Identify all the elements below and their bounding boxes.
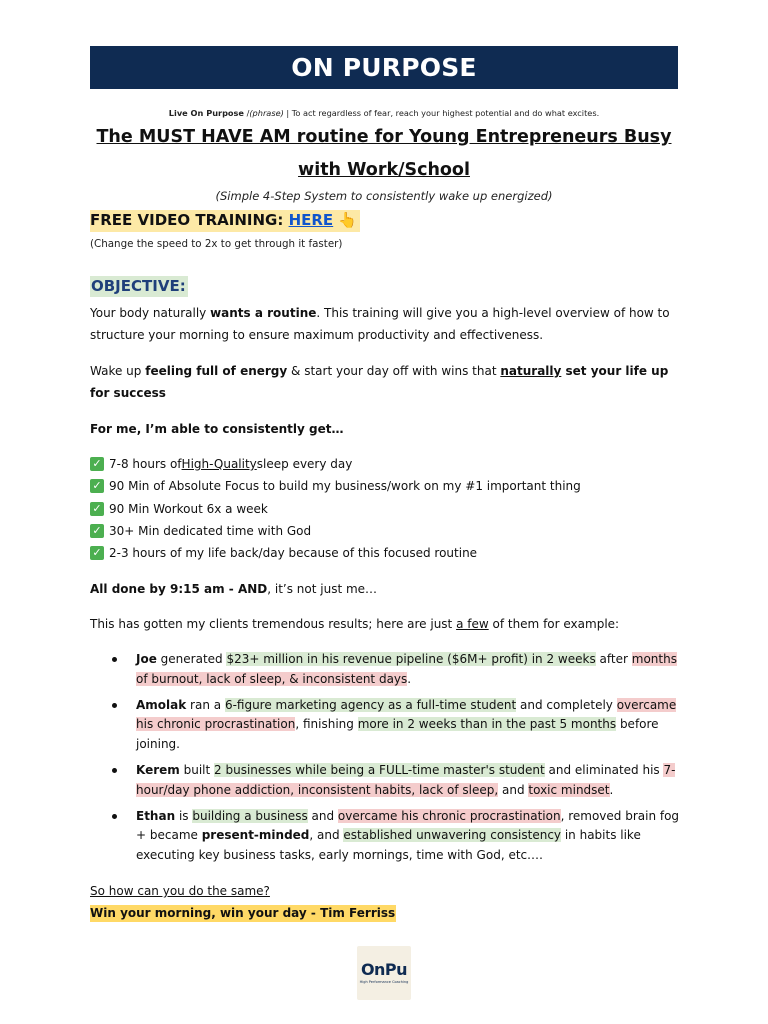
page-title: The MUST HAVE AM routine for Young Entrepreneurs Busy with Work/School <box>96 127 672 180</box>
training-link[interactable]: HERE <box>288 211 334 229</box>
checklist-item: ✓ 90 Min Workout 6x a week <box>90 498 680 520</box>
checklist-item: ✓ 90 Min of Absolute Focus to build my business/work on my #1 important thing <box>90 475 680 497</box>
checklist-item: ✓ 2-3 hours of my life back/day because of this focused routine <box>90 542 680 564</box>
definition-line: Live On Purpose /(phrase) | To act regardless of fear, reach your highest potential and do what excites. <box>168 108 600 118</box>
definition-pos: (phrase) <box>249 108 284 118</box>
tim-ferriss-quote: Win your morning, win your day - Tim Ferriss <box>90 906 396 920</box>
checkmark-icon: ✓ <box>90 502 104 516</box>
definition-term: Live On Purpose <box>168 108 244 118</box>
video-training-callout <box>90 210 360 232</box>
checklist-item: ✓ 30+ Min dedicated time with God <box>90 520 680 542</box>
client-item-amolak: Amolak ran a 6-figure marketing agency as a full-time student and completely overcame his chronic procrastination, finishing more in 2 weeks than in the past 5 months before joining. <box>110 696 680 755</box>
client-item-kerem: Kerem built 2 businesses while being a FULL-time master's student and eliminated his 7-hour/day phone addiction, inconsistent habits, lack of sleep, and toxic mindset. <box>110 761 680 801</box>
pointing-hand-icon: 👆 <box>338 211 358 229</box>
page-subtitle: (Simple 4-Step System to consistently wake up energized) <box>215 189 553 203</box>
objective-heading: OBJECTIVE: <box>91 277 186 295</box>
checkmark-icon: ✓ <box>90 457 104 471</box>
client-results-list <box>110 650 680 872</box>
bullet-icon <box>112 768 117 773</box>
banner-title: ON PURPOSE <box>90 46 678 89</box>
checkmark-icon: ✓ <box>90 524 104 538</box>
logo-mark: OnPu <box>360 960 408 979</box>
onpu-logo <box>357 946 411 1000</box>
checkmark-icon: ✓ <box>90 479 104 493</box>
objective-paragraph-2: Wake up feeling full of energy & start your day off with wins that naturally set your life up for success <box>90 364 669 400</box>
done-line: All done by 9:15 am - AND, it’s not just me… <box>90 582 378 596</box>
speed-note: (Change the speed to 2x to get through it faster) <box>90 238 343 250</box>
checkmark-icon: ✓ <box>90 546 104 560</box>
objective-paragraph-1: Your body naturally wants a routine. This training will give you a high-level overview of how to structure your morning to ensure maximum productivity and effectiveness. <box>90 306 670 342</box>
how-question: So how can you do the same? <box>90 884 270 898</box>
consistency-lead: For me, I’m able to consistently get… <box>90 422 344 436</box>
training-label: FREE VIDEO TRAINING: <box>90 211 289 229</box>
client-item-joe: Joe generated $23+ million in his revenue pipeline ($6M+ profit) in 2 weeks after months of burnout, lack of sleep, & inconsistent days. <box>110 650 680 690</box>
definition-text: | To act regardless of fear, reach your highest potential and do what excites. <box>283 108 600 118</box>
bullet-icon <box>112 657 117 662</box>
results-intro: This has gotten my clients tremendous results; here are just a few of them for example: <box>90 617 620 631</box>
bullet-icon <box>112 703 117 708</box>
benefits-checklist <box>90 453 680 564</box>
checklist-item: ✓ 7-8 hours of High-Quality sleep every day <box>90 453 680 475</box>
bullet-icon <box>112 814 117 819</box>
client-item-ethan: Ethan is building a business and overcame his chronic procrastination, removed brain fog + became present-minded, and established unwavering consistency in habits like executing key business tasks, early mornings, time with God, etc.… <box>110 807 680 866</box>
logo-subtext: High Performance Coaching <box>359 980 409 984</box>
